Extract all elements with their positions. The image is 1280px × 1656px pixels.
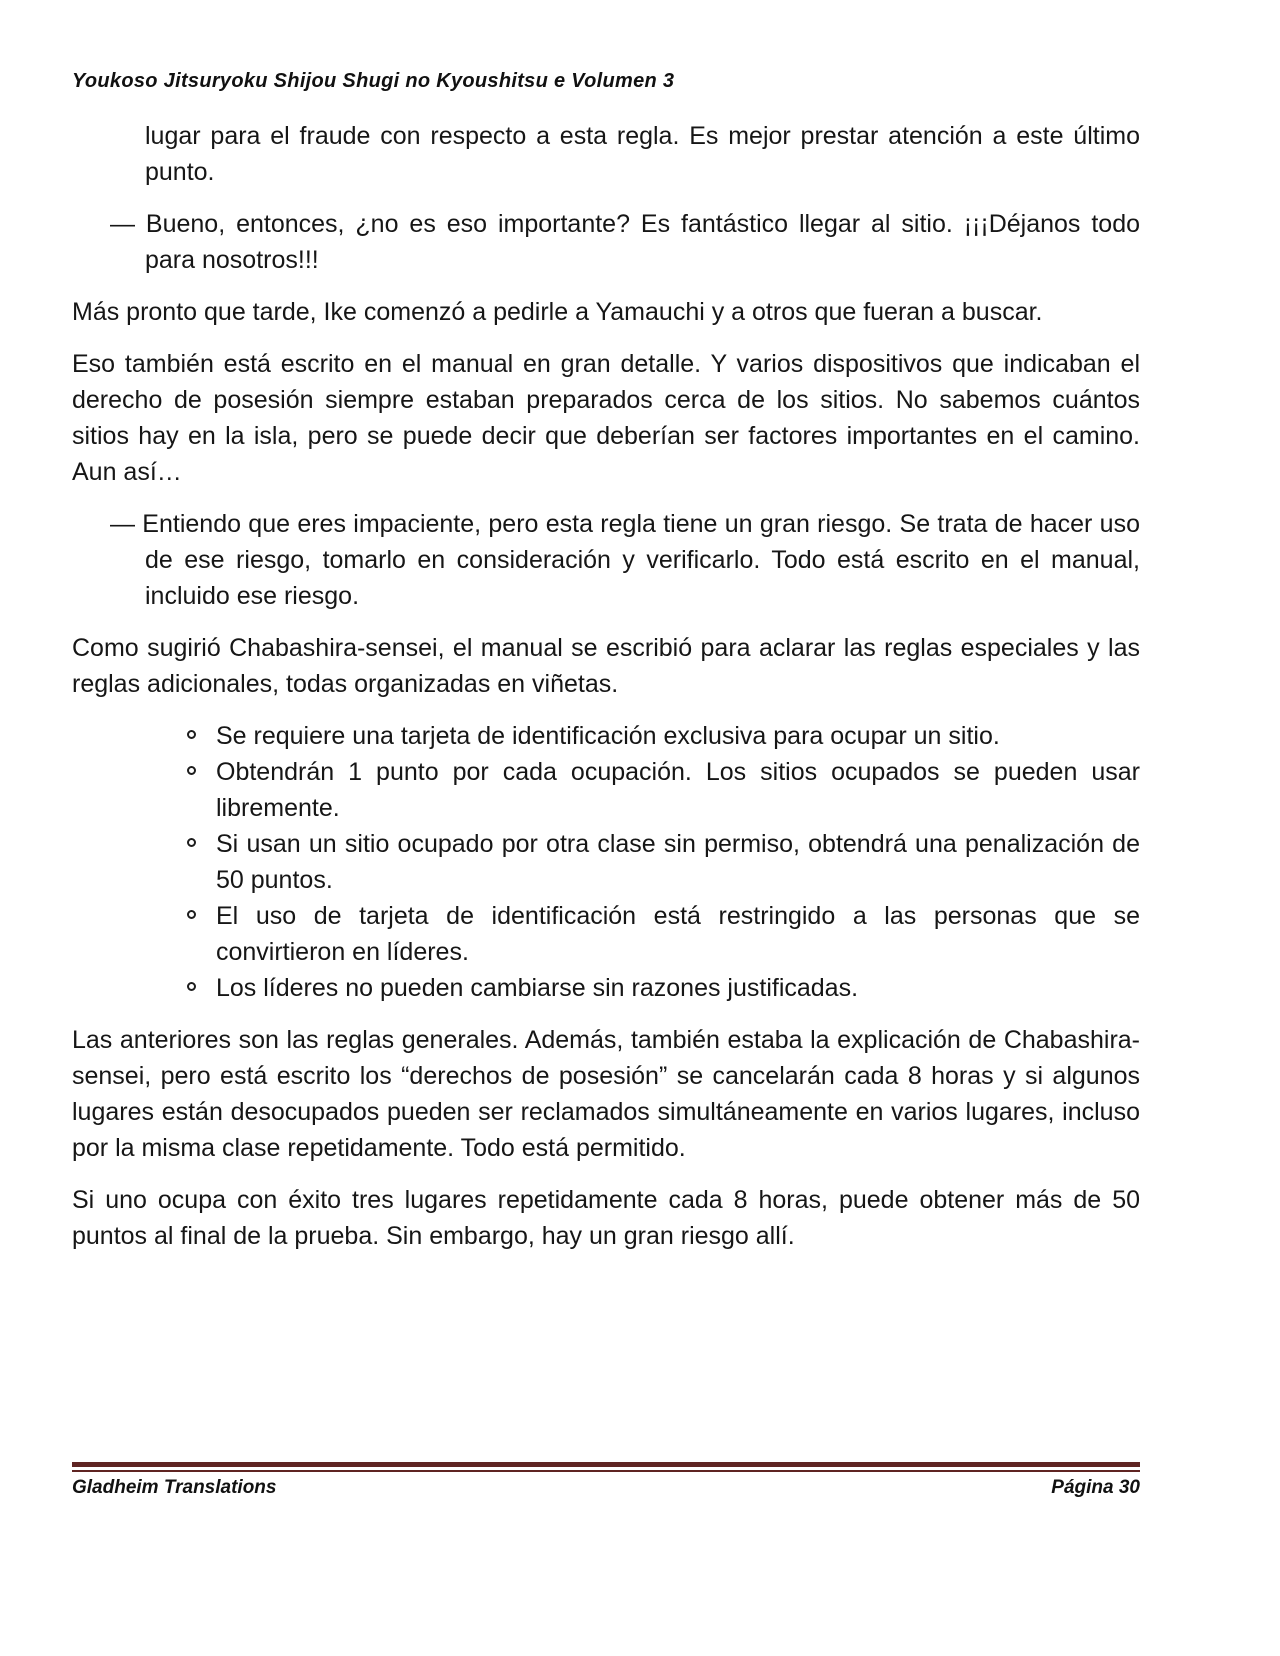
list-item — [185, 826, 1140, 898]
list-item — [185, 970, 1140, 1006]
paragraph-manual-detail: Eso también está escrito en el manual en gran detalle. Y varios dispositivos que indicaban el derecho de posesión siempre estaban preparados cerca de los sitios. No sabemos cuántos sitios hay en la isla, pero se puede decir que deberían ser factores importantes en el camino. Aun así… — [72, 350, 1140, 486]
page-header — [72, 70, 1140, 93]
bullet-text: Obtendrán 1 punto por cada ocupación. Los sitios ocupados se pueden usar libremente. — [216, 758, 1140, 822]
circle-bullet-icon — [187, 982, 196, 991]
paragraph-chabashira: Como sugirió Chabashira-sensei, el manual se escribió para aclarar las reglas especiales y las reglas adicionales, todas organizadas en viñetas. — [72, 634, 1140, 698]
continuation-paragraph: lugar para el fraude con respecto a esta regla. Es mejor prestar atención a este último punto. — [145, 122, 1140, 186]
circle-bullet-icon — [187, 910, 196, 919]
header-title: Youkoso Jitsuryoku Shijou Shugi no Kyoushitsu e Volumen 3 — [72, 70, 675, 92]
circle-bullet-icon — [187, 730, 196, 739]
circle-bullet-icon — [187, 838, 196, 847]
document-body — [72, 118, 1140, 1270]
paragraph-risk: Si uno ocupa con éxito tres lugares repetidamente cada 8 horas, puede obtener más de 50 puntos al final de la prueba. Sin embargo, hay un gran riesgo allí. — [72, 1186, 1140, 1250]
list-item — [185, 754, 1140, 826]
circle-bullet-icon — [187, 766, 196, 775]
list-item — [185, 718, 1140, 754]
footer-rule — [72, 1462, 1140, 1472]
list-item — [185, 898, 1140, 970]
footer-page-number: Página 30 — [1051, 1477, 1140, 1498]
page-footer — [72, 1462, 1140, 1499]
footer-row — [72, 1477, 1140, 1499]
bullet-text: Se requiere una tarjeta de identificación exclusiva para ocupar un sitio. — [216, 722, 1000, 750]
dialog-line-1: — Bueno, entonces, ¿no es eso importante? Es fantástico llegar al sitio. ¡¡¡Déjanos todo para nosotros!!! — [110, 210, 1140, 274]
bullet-text: Los líderes no pueden cambiarse sin razones justificadas. — [216, 974, 859, 1002]
bullet-text: Si usan un sitio ocupado por otra clase sin permiso, obtendrá una penalización de 50 puntos. — [216, 830, 1140, 894]
footer-translator: Gladheim Translations — [72, 1477, 277, 1498]
paragraph-ike: Más pronto que tarde, Ike comenzó a pedirle a Yamauchi y a otros que fueran a buscar. — [72, 298, 1043, 326]
dialog-line-2: — Entiendo que eres impaciente, pero esta regla tiene un gran riesgo. Se trata de hacer uso de ese riesgo, tomarlo en consideración y verificarlo. Todo está escrito en el manual, incluido ese riesgo. — [110, 510, 1140, 610]
paragraph-general-rules: Las anteriores son las reglas generales. Además, también estaba la explicación de Chabashira-sensei, pero está escrito los “derechos de posesión” se cancelarán cada 8 horas y si algunos lugares están desocupados pueden ser reclamados simultáneamente en varios lugares, incluso por la misma clase repetidamente. Todo está permitido. — [72, 1026, 1140, 1162]
bullet-text: El uso de tarjeta de identificación está restringido a las personas que se convirtieron en líderes. — [216, 902, 1140, 966]
rules-bullet-list — [185, 718, 1140, 1006]
